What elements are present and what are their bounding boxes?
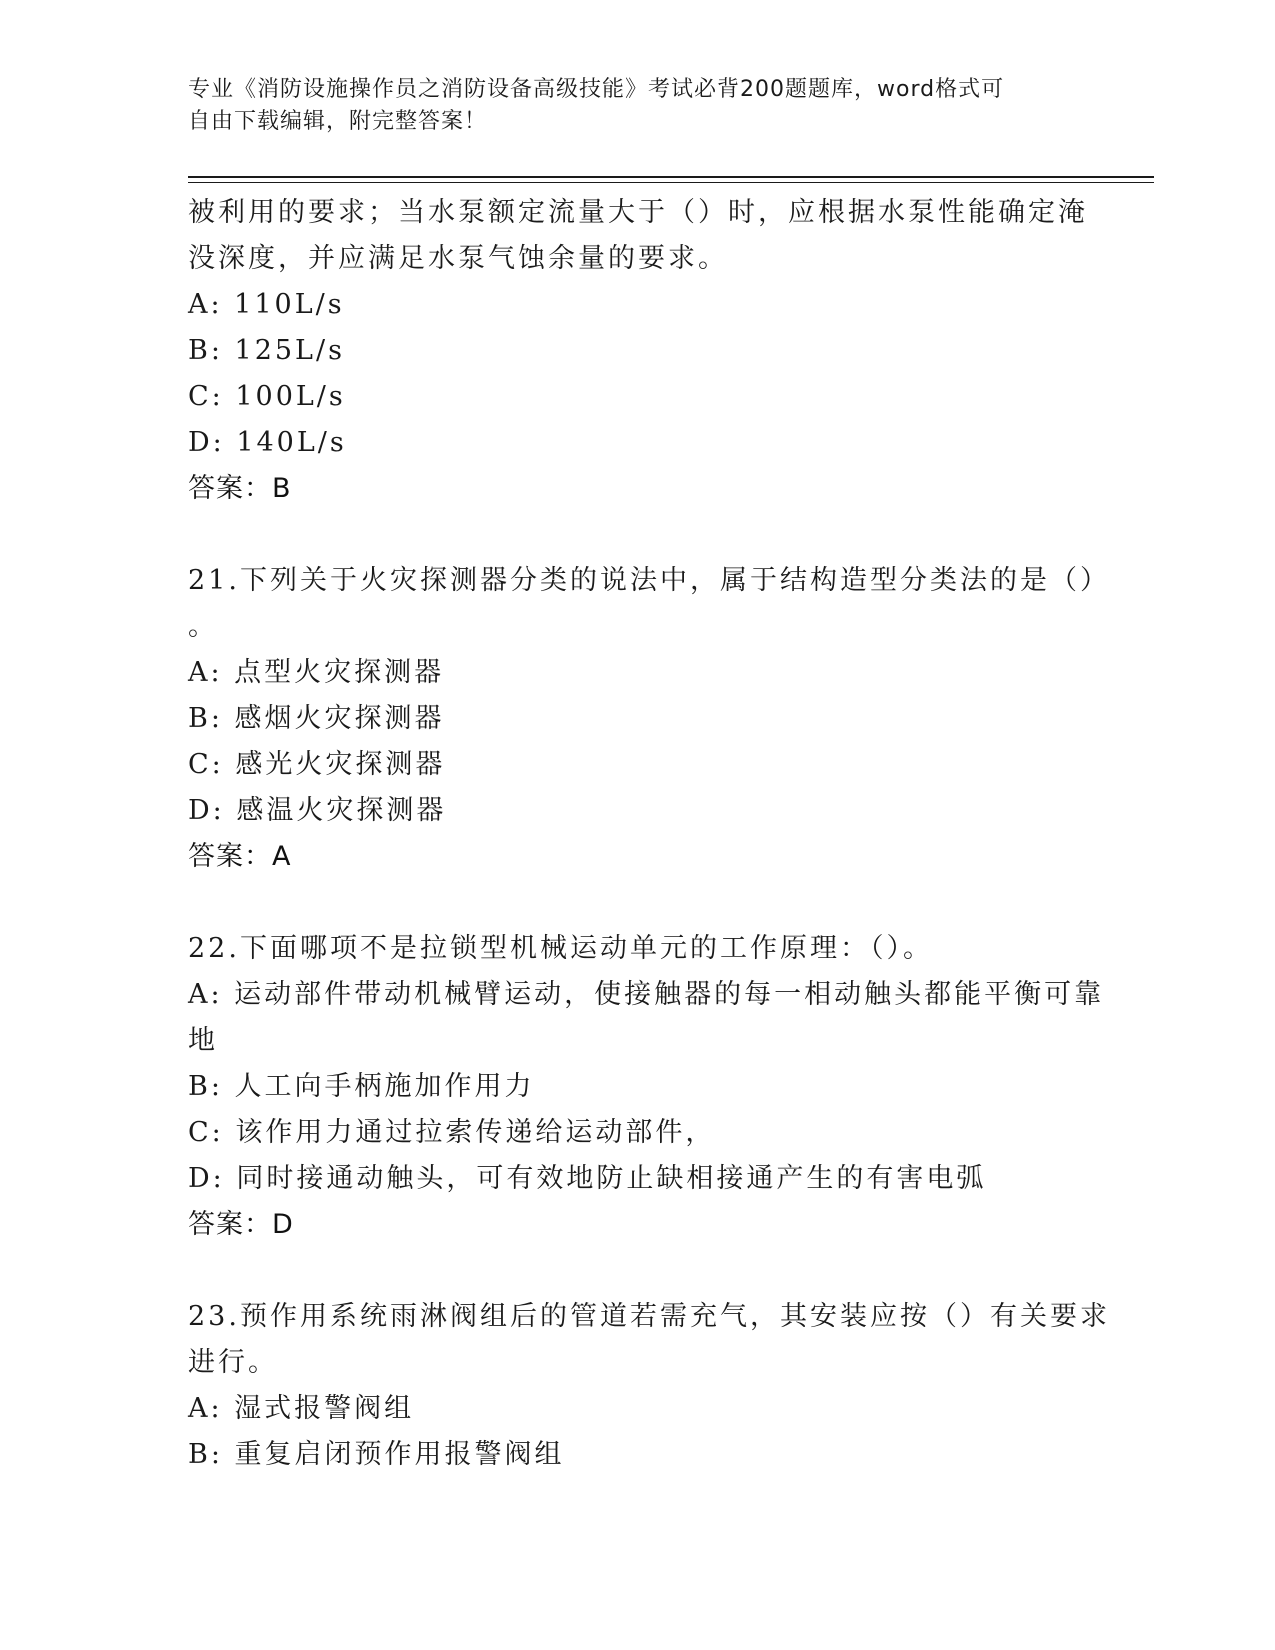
question-20 <box>188 190 1088 512</box>
option-d: D: 同时接通动触头，可有效地防止缺相接通产生的有害电弧 <box>188 1163 987 1194</box>
spacer <box>188 1248 1068 1294</box>
option-d: D: 140L/s <box>188 427 347 458</box>
answer: 答案：D <box>188 1209 294 1240</box>
question-text: 没深度，并应满足水泵气蚀余量的要求。 <box>188 243 728 274</box>
option-a: A: 110L/s <box>188 289 345 320</box>
option-a: A: 运动部件带动机械臂运动，使接触器的每一相动触头都能平衡可靠 <box>188 979 1105 1010</box>
question-text: 22.下面哪项不是拉锁型机械运动单元的工作原理：（）。 <box>188 933 933 964</box>
spacer <box>188 512 1068 558</box>
answer: 答案：A <box>188 841 292 872</box>
question-22 <box>188 926 1105 1248</box>
document-header <box>188 74 1088 138</box>
option-a-continued: 地 <box>188 1025 218 1056</box>
option-a: A: 湿式报警阀组 <box>188 1393 415 1424</box>
question-text: 被利用的要求；当水泵额定流量大于（）时，应根据水泵性能确定淹 <box>188 197 1088 228</box>
option-a: A: 点型火灾探测器 <box>188 657 445 688</box>
question-text: 进行。 <box>188 1347 278 1378</box>
option-c: C: 100L/s <box>188 381 346 412</box>
question-21 <box>188 558 1110 880</box>
option-c: C: 该作用力通过拉索传递给运动部件， <box>188 1117 716 1148</box>
option-b: B: 重复启闭预作用报警阀组 <box>188 1439 565 1470</box>
question-list <box>188 190 1110 1478</box>
header-title-line-1: 专业《消防设施操作员之消防设备高级技能》考试必背200题题库，word格式可 <box>188 77 1005 102</box>
option-b: B: 125L/s <box>188 335 345 366</box>
question-text: 23.预作用系统雨淋阀组后的管道若需充气，其安装应按（）有关要求 <box>188 1301 1110 1332</box>
question-text: 。 <box>188 611 215 642</box>
spacer <box>188 880 1068 926</box>
header-title-line-2: 自由下载编辑，附完整答案！ <box>188 109 488 134</box>
answer: 答案：B <box>188 473 292 504</box>
question-23 <box>188 1294 1110 1478</box>
option-b: B: 人工向手柄施加作用力 <box>188 1071 535 1102</box>
option-d: D: 感温火灾探测器 <box>188 795 447 826</box>
header-divider-thin <box>188 182 1154 183</box>
header-divider-thick <box>188 176 1154 178</box>
option-b: B: 感烟火灾探测器 <box>188 703 445 734</box>
option-c: C: 感光火灾探测器 <box>188 749 446 780</box>
question-text: 21.下列关于火灾探测器分类的说法中，属于结构造型分类法的是（） <box>188 565 1110 596</box>
